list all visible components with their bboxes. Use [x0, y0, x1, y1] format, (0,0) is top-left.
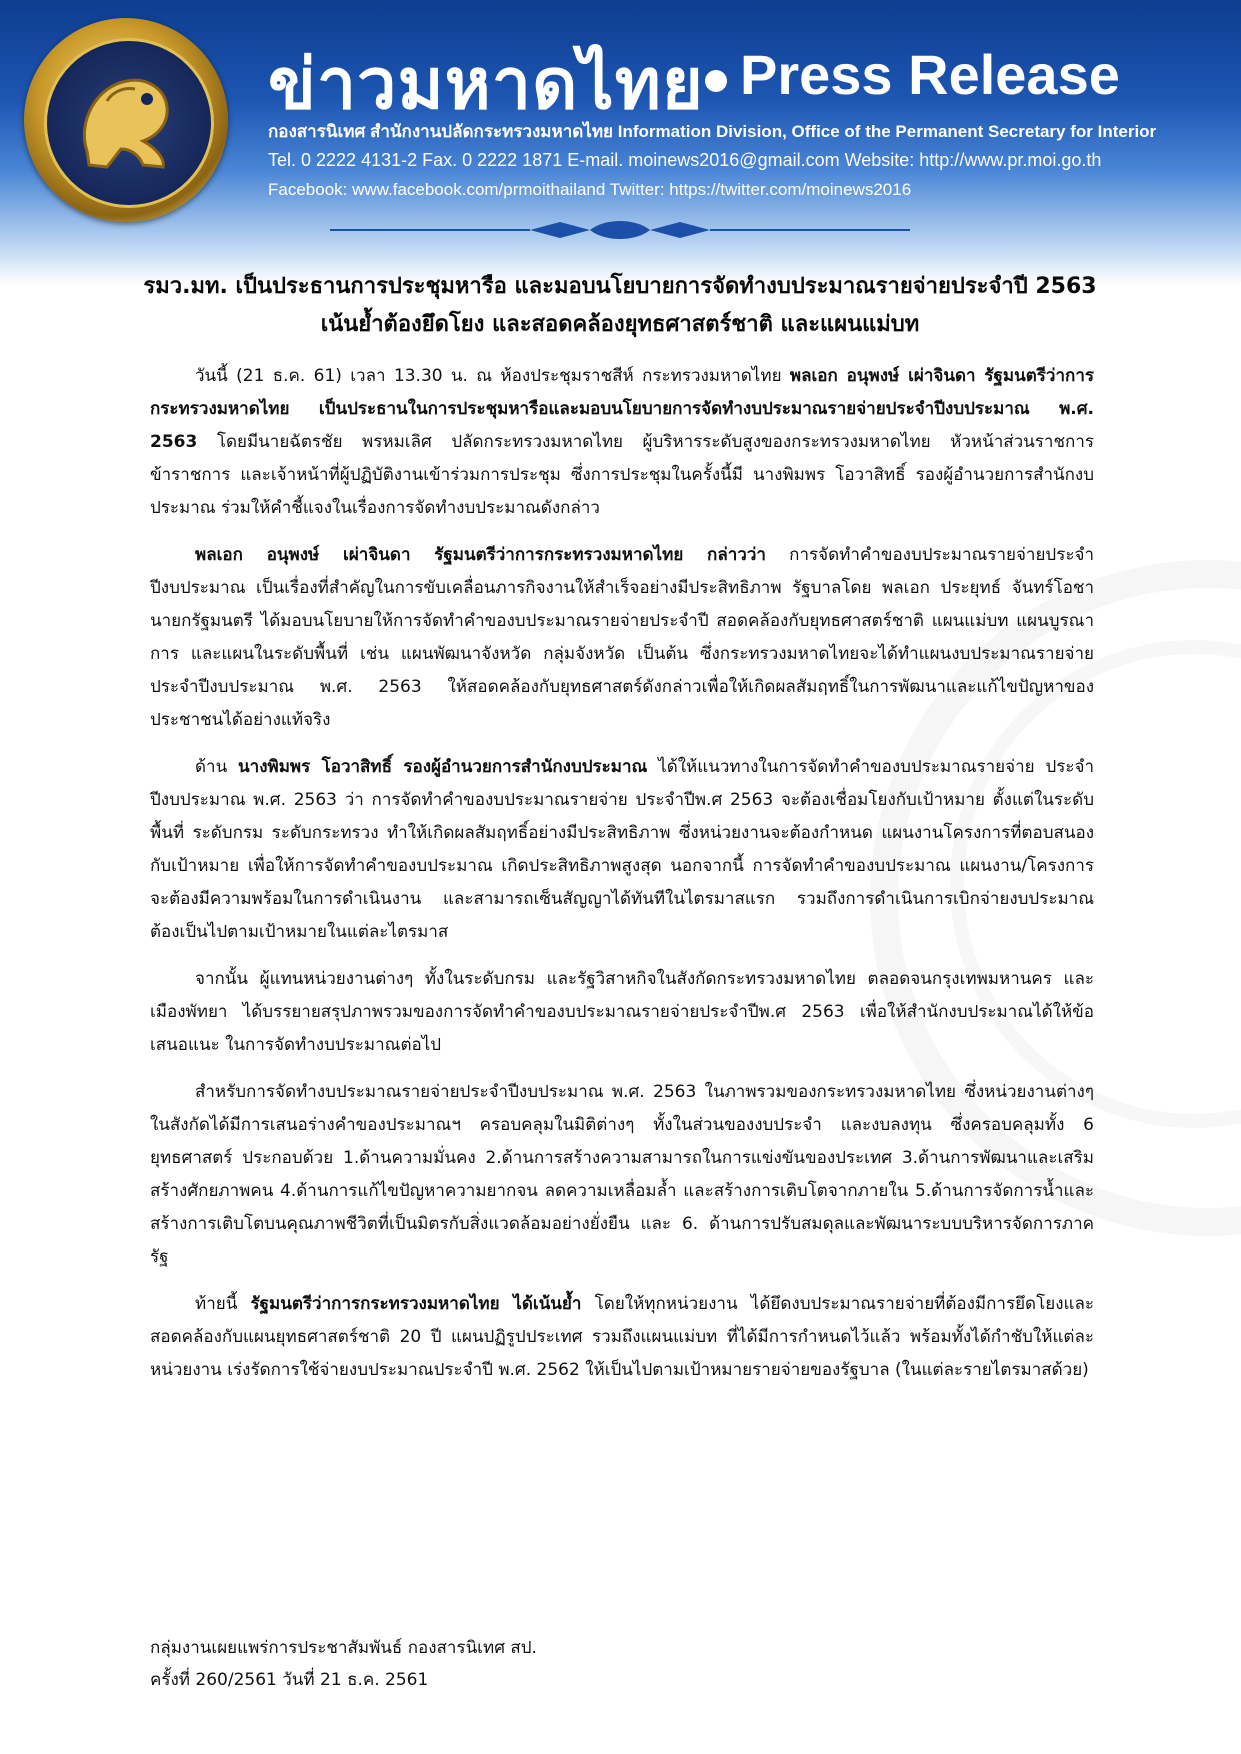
lion-emblem-icon: [47, 41, 205, 199]
contact-line: Tel. 0 2222 4131-2 Fax. 0 2222 1871 E-mail. moinews2016@gmail.com Website: http://www.pr.moi.go.th: [268, 150, 1102, 170]
divider-ornament-icon: [330, 218, 910, 242]
title-english: Press Release: [740, 43, 1120, 106]
title-thai: ข่าวมหาดไทย: [268, 43, 704, 125]
p2-text-b: การจัดทำคำของบประมาณรายจ่ายประจำปีงบประมาณ เป็นเรื่องที่สำคัญในการขับเคลื่อนภารกิจงานให้สำเร็จอย่างมีประสิทธิภาพ รัฐบาลโดย พลเอก ประยุทธ์ จันทร์โอชา นายกรัฐมนตรี ได้มอบนโยบายให้การจัดทำคำของบประมาณรายจ่ายประจำปี สอดคล้องกับยุทธศาสตร์ชาติ แผนแม่บท แผนบูรณาการ และแผนในระดับพื้นที่ เช่น แผนพัฒนาจังหวัด กลุ่มจังหวัด เป็นต้น ซึ่งกระทรวงมหาดไทยจะได้ทำแผนงบประมาณรายจ่ายประจำปีงบประมาณ พ.ศ. 2563 ให้สอดคล้องกับยุทธศาสตร์ดังกล่าวเพื่อให้เกิดผลสัมฤทธิ์ในการพัฒนาและแก้ไขปัญหาของประชาชนได้อย่างแท้จริง: [150, 545, 1094, 730]
headline-line-2: เน้นย้ำต้องยึดโยง และสอดคล้องยุทธศาสตร์ชาติ และแผนแม่บท: [320, 312, 920, 337]
p1-text-c: โดยมีนายฉัตรชัย พรหมเลิศ ปลัดกระทรวงมหาดไทย ผู้บริหารระดับสูงของกระทรวงมหาดไทย หัวหน้าส่วนราชการ ข้าราชการ และเจ้าหน้าที่ผู้ปฏิบัติงานเข้าร่วมการประชุม ซึ่งการประชุมในครั้งนี้มี นางพิมพร โอวาสิทธิ์ รองผู้อำนวยการสำนักงบประมาณ ร่วมให้คำชี้แจงในเรื่องการจัดทำงบประมาณดังกล่าว: [150, 432, 1094, 518]
paragraph-2: [150, 539, 1094, 737]
p1-text-bold: พลเอก อนุพงษ์ เผ่าจินดา รัฐมนตรีว่าการกระทรวงมหาดไทย เป็นประธานในการประชุมหารือและมอบนโยบายการจัดทำงบประมาณรายจ่ายประจำปีงบประมาณ พ.ศ. 2563: [150, 366, 1094, 452]
article-body: [150, 360, 1094, 1401]
p2-text-bold: พลเอก อนุพงษ์ เผ่าจินดา รัฐมนตรีว่าการกระทรวงมหาดไทย กล่าวว่า: [195, 545, 766, 565]
p3-text-c: ได้ให้แนวทางในการจัดทำคำของบประมาณรายจ่าย ประจำปีงบประมาณ พ.ศ. 2563 ว่า การจัดทำคำของบประมาณรายจ่าย ประจำปีพ.ศ 2563 จะต้องเชื่อมโยงกับเป้าหมาย ตั้งแต่ในระดับพื้นที่ ระดับกรม ระดับกระทรวง ทำให้เกิดผลสัมฤทธิ์อย่างมีประสิทธิภาพ ซึ่งหน่วยงานจะต้องกำหนด แผนงานโครงการที่ตอบสนองกับเป้าหมาย เพื่อให้การจัดทำคำของบประมาณ เกิดประสิทธิภาพสูงสุด นอกจากนี้ การจัดทำคำของบประมาณ แผนงาน/โครงการจะต้องมีความพร้อมในการดำเนินงาน และสามารถเซ็นสัญญาได้ทันทีในไตรมาสแรก รวมถึงการดำเนินการเบิกจ่ายงบประมาณ ต้องเป็นไปตามเป้าหมายในแต่ละไตรมาส: [150, 757, 1094, 942]
p6-text-c: โดยให้ทุกหน่วยงาน ได้ยึดงบประมาณรายจ่ายที่ต้องมีการยึดโยงและสอดคล้องกับแผนยุทธศาสตร์ชาติ 20 ปี แผนปฏิรูปประเทศ รวมถึงแผนแม่บท ที่ได้มีการกำหนดไว้แล้ว พร้อมทั้งได้กำชับให้แต่ละหน่วยงาน เร่งรัดการใช้จ่ายงบประมาณประจำปี พ.ศ. 2562 ให้เป็นไปตามเป้าหมายรายจ่ายของรัฐบาล (ในแต่ละรายไตรมาสด้วย): [150, 1294, 1094, 1380]
paragraph-1: [150, 360, 1094, 525]
seal-emblem: [44, 38, 214, 208]
paragraph-5: สำหรับการจัดทำงบประมาณรายจ่ายประจำปีงบประมาณ พ.ศ. 2563 ในภาพรวมของกระทรวงมหาดไทย ซึ่งหน่วยงานต่างๆ ในสังกัดได้มีการเสนอร่างคำของประมาณฯ ครอบคลุมในมิติต่างๆ ทั้งในส่วนของงบประจำ และงบลงทุน ซึ่งครอบคลุมทั้ง 6 ยุทธศาสตร์ ประกอบด้วย 1.ด้านความมั่นคง 2.ด้านการสร้างความสามารถในการแข่งขันของประเทศ 3.ด้านการพัฒนาและเสริมสร้างศักยภาพคน 4.ด้านการแก้ไขปัญหาความยากจน ลดความเหลื่อมล้ำ และสร้างการเติบโตจากภายใน 5.ด้านการจัดการน้ำและสร้างการเติบโตบนคุณภาพชีวิตที่เป็นมิตรกับสิ่งแวดล้อมอย่างยั่งยืน และ 6. ด้านการปรับสมดุลและพัฒนาระบบบริหารจัดการภาครัฐ: [150, 1082, 1094, 1267]
p1-text-a: วันนี้ (21 ธ.ค. 61) เวลา 13.30 น. ณ ห้องประชุมราชสีห์ กระทรวงมหาดไทย: [195, 366, 790, 386]
footer: [150, 1632, 537, 1696]
p3-text-bold: นางพิมพร โอวาสิทธิ์ รองผู้อำนวยการสำนักงบประมาณ: [238, 757, 648, 777]
paragraph-3: [150, 751, 1094, 949]
paragraph-6: [150, 1288, 1094, 1387]
p6-text-bold: รัฐมนตรีว่าการกระทรวงมหาดไทย ได้เน้นย้ำ: [250, 1294, 582, 1314]
p3-text-a: ด้าน: [195, 757, 239, 777]
p6-text-a: ท้ายนี้: [195, 1294, 251, 1314]
ministry-seal-logo: [24, 18, 228, 222]
headline: [120, 268, 1120, 344]
organization-line: กองสารนิเทศ สำนักงานปลัดกระทรวงมหาดไทย Information Division, Office of the Permanent Secretary for Interior: [268, 122, 1157, 141]
title-separator-dot: [705, 70, 727, 92]
footer-issue-number: ครั้งที่ 260/2561 วันที่ 21 ธ.ค. 2561: [150, 1670, 429, 1690]
paragraph-4: จากนั้น ผู้แทนหน่วยงานต่างๆ ทั้งในระดับกรม และรัฐวิสาหกิจในสังกัดกระทรวงมหาดไทย ตลอดจนกรุงเทพมหานคร และเมืองพัทยา ได้บรรยายสรุปภาพรวมของการจัดทำคำของบประมาณรายจ่ายประจำปีพ.ศ 2563 เพื่อให้สำนักงบประมาณได้ให้ข้อเสนอแนะ ในการจัดทำงบประมาณต่อไป: [150, 969, 1094, 1055]
headline-line-1: รมว.มท. เป็นประธานการประชุมหารือ และมอบนโยบายการจัดทำงบประมาณรายจ่ายประจำปี 2563: [143, 274, 1097, 299]
footer-department: กลุ่มงานเผยแพร่การประชาสัมพันธ์ กองสารนิเทศ สป.: [150, 1638, 537, 1658]
social-line: Facebook: www.facebook.com/prmoithailand Twitter: https://twitter.com/moinews2016: [268, 180, 912, 199]
